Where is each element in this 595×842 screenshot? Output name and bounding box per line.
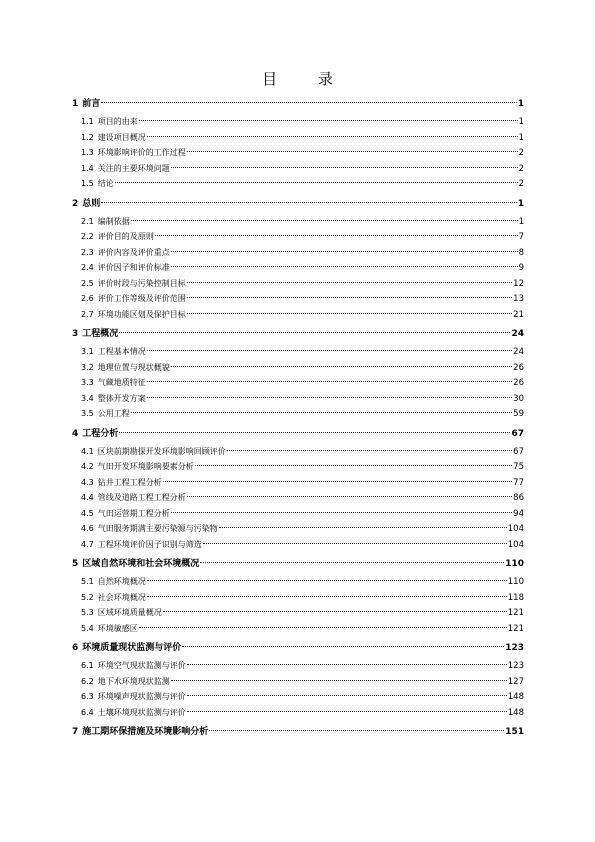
toc-chapter-entry[interactable] — [72, 554, 524, 574]
dot-leader — [119, 432, 510, 433]
toc-entry-page: 123 — [507, 661, 524, 671]
toc-entry-text: 工程概况 — [82, 329, 119, 339]
toc-entry-page: 121 — [507, 608, 524, 618]
toc-entry-number: 5.2 — [81, 592, 94, 602]
toc-entry-number: 5.3 — [81, 608, 94, 617]
toc-entry-text: 区块前期勘探开发环境影响回顾评价 — [97, 446, 226, 456]
toc-section-entry[interactable] — [72, 161, 524, 177]
dot-leader — [163, 611, 507, 612]
toc-entry-page: 26 — [513, 362, 524, 373]
dot-leader — [187, 695, 507, 696]
dot-leader — [147, 381, 512, 382]
toc-entry-text: 工程环境评价因子识别与筛选 — [97, 539, 202, 549]
dot-leader — [200, 562, 504, 563]
toc-entry-number: 4 — [72, 428, 79, 439]
toc-entry-page: 24 — [513, 347, 524, 357]
toc-section-entry[interactable] — [72, 130, 524, 146]
toc-entry-page: 104 — [507, 539, 524, 550]
toc-entry-number: 2.1 — [81, 216, 94, 226]
toc-section-entry[interactable] — [72, 245, 524, 261]
toc-entry-number: 4.5 — [81, 508, 94, 518]
toc-entry-page: 2 — [518, 148, 524, 158]
dot-leader — [139, 120, 518, 121]
toc-entry-text: 关注的主要环境问题 — [97, 163, 170, 173]
toc-entry-page: 24 — [511, 329, 524, 339]
toc-entry-number: 6.2 — [81, 676, 94, 686]
toc-section-entry[interactable] — [72, 537, 524, 553]
toc-section-entry[interactable] — [72, 307, 524, 323]
toc-section-entry[interactable] — [72, 214, 524, 230]
toc-entry-number: 2.2 — [81, 232, 94, 241]
toc-entry-page: 94 — [513, 508, 524, 519]
toc-entry-number: 1.1 — [81, 117, 94, 126]
toc-entry-page: 148 — [507, 692, 524, 702]
toc-entry-page: 118 — [507, 592, 524, 603]
dot-leader — [227, 450, 512, 451]
toc-entry-text: 气田运营期工程分析 — [97, 508, 170, 518]
toc-entry-number: 6 — [72, 643, 79, 653]
toc-entry-number: 7 — [72, 727, 79, 737]
dot-leader — [171, 512, 512, 513]
toc-entry-text: 整体开发方案 — [97, 393, 146, 403]
toc-entry-text: 管线及道路工程工程分析 — [97, 493, 186, 502]
dot-leader — [131, 412, 512, 413]
toc-section-entry[interactable] — [72, 176, 524, 192]
toc-entry-text: 环境敏感区 — [97, 623, 138, 633]
toc-entry-page: 77 — [513, 477, 524, 488]
toc-section-entry[interactable] — [72, 375, 524, 391]
toc-entry-text: 公用工程 — [97, 409, 130, 418]
toc-entry-number: 6.3 — [81, 692, 94, 701]
toc-entry-page: 7 — [518, 232, 524, 242]
toc-entry-page: 9 — [518, 263, 524, 273]
toc-entry-number: 1.3 — [81, 148, 94, 157]
dot-leader — [187, 313, 512, 314]
toc-entry-page: 12 — [513, 278, 524, 289]
dot-leader — [131, 220, 518, 221]
dot-leader — [119, 332, 510, 333]
toc-section-entry[interactable] — [72, 444, 524, 460]
toc-entry-page: 2 — [518, 163, 524, 174]
toc-entry-page: 86 — [513, 493, 524, 503]
dot-leader — [209, 730, 504, 731]
toc-entry-number: 3.4 — [81, 393, 94, 403]
toc-section-entry[interactable] — [72, 276, 524, 292]
toc-entry-number: 6.1 — [81, 661, 94, 670]
dot-leader — [147, 136, 518, 137]
toc-entry-page: 123 — [505, 643, 524, 653]
toc-entry-number: 2 — [72, 198, 79, 209]
dot-leader — [187, 496, 512, 497]
toc-entry-text: 编制依据 — [97, 216, 130, 226]
dot-leader — [171, 251, 518, 252]
dot-leader — [187, 664, 507, 665]
toc-entry-page: 13 — [513, 294, 524, 304]
toc-section-entry[interactable] — [72, 229, 524, 245]
toc-section-entry[interactable] — [72, 391, 524, 407]
dot-leader — [163, 481, 512, 482]
toc-entry-text: 建设项目概况 — [97, 132, 146, 142]
toc-entry-text: 社会环境概况 — [97, 592, 146, 602]
toc-chapter-entry[interactable] — [72, 424, 524, 444]
toc-section-entry[interactable] — [72, 406, 524, 422]
toc-entry-page: 75 — [513, 462, 524, 472]
toc-chapter-entry[interactable] — [72, 324, 524, 344]
toc-entry-page: 1 — [517, 99, 524, 109]
toc-entry-text: 评价因子和评价标准 — [97, 263, 170, 272]
dot-leader — [139, 627, 507, 628]
toc-section-entry[interactable] — [72, 114, 524, 130]
toc-entry-text: 环境功能区划及保护目标 — [97, 309, 186, 319]
toc-entry-page: 1 — [518, 132, 524, 143]
toc-section-entry[interactable] — [72, 475, 524, 491]
dot-leader — [147, 397, 512, 398]
toc-entry-text: 区域自然环境和社会环境概况 — [82, 559, 200, 569]
toc-entry-text: 气藏地质特征 — [97, 378, 146, 387]
toc-entry-text: 气田开发环境影响要素分析 — [97, 462, 194, 471]
toc-entry-text: 环境噪声现状监测与评价 — [97, 692, 186, 701]
toc-section-entry[interactable] — [72, 506, 524, 522]
toc-entry-number: 3.3 — [81, 378, 94, 387]
toc-entry-number: 5.1 — [81, 577, 94, 586]
toc-entry-page: 26 — [513, 378, 524, 388]
toc-section-entry[interactable] — [72, 621, 524, 637]
toc-entry-page: 148 — [507, 707, 524, 718]
toc-entry-number: 4.1 — [81, 446, 94, 456]
dot-leader — [171, 266, 518, 267]
toc-entry-number: 6.4 — [81, 707, 94, 717]
dot-leader — [147, 580, 507, 581]
toc-entry-page: 8 — [518, 247, 524, 258]
toc-section-entry[interactable] — [72, 459, 524, 475]
toc-entry-text: 土壤环境现状监测与评价 — [97, 707, 186, 717]
toc-entry-number: 4.2 — [81, 462, 94, 471]
toc-list — [72, 92, 524, 742]
dot-leader — [187, 297, 512, 298]
toc-entry-text: 地下水环境现状监测 — [97, 676, 170, 686]
toc-section-entry[interactable] — [72, 674, 524, 690]
dot-leader — [195, 465, 512, 466]
toc-section-entry[interactable] — [72, 490, 524, 506]
toc-entry-number: 4.7 — [81, 539, 94, 549]
toc-entry-number: 3.5 — [81, 409, 94, 418]
toc-entry-page: 67 — [513, 446, 524, 457]
toc-entry-page: 30 — [513, 393, 524, 404]
dot-leader — [147, 596, 507, 597]
toc-entry-text: 总则 — [82, 198, 101, 209]
toc-chapter-entry[interactable] — [72, 722, 524, 742]
toc-entry-number: 4.6 — [81, 524, 94, 533]
toc-section-entry[interactable] — [72, 590, 524, 606]
dot-leader — [147, 350, 512, 351]
toc-entry-text: 评价时段与污染控制目标 — [97, 278, 186, 288]
toc-entry-page: 1 — [518, 216, 524, 227]
toc-entry-text: 工程基本情况 — [97, 347, 146, 356]
toc-entry-page: 1 — [518, 117, 524, 127]
dot-leader — [203, 543, 507, 544]
toc-entry-number: 1.2 — [81, 132, 94, 142]
toc-entry-text: 环境质量现状监测与评价 — [82, 643, 182, 653]
toc-chapter-entry[interactable] — [72, 94, 524, 114]
dot-leader — [219, 527, 507, 528]
toc-entry-number: 4.4 — [81, 493, 94, 502]
toc-entry-number: 2.7 — [81, 309, 94, 319]
toc-section-entry[interactable] — [72, 605, 524, 621]
dot-leader — [187, 282, 512, 283]
dot-leader — [171, 366, 512, 367]
toc-entry-text: 环境影响评价的工作过程 — [97, 148, 186, 157]
toc-section-entry[interactable] — [72, 574, 524, 590]
toc-entry-text: 评价工作等级及评价范围 — [97, 294, 186, 303]
toc-entry-number: 3.2 — [81, 362, 94, 372]
toc-entry-text: 施工期环保措施及环境影响分析 — [82, 727, 209, 737]
toc-entry-text: 钻井工程工程分析 — [97, 477, 162, 487]
dot-leader — [182, 646, 504, 647]
toc-entry-text: 评价目的及原则 — [97, 232, 154, 241]
toc-entry-number: 2.5 — [81, 278, 94, 288]
toc-entry-page: 151 — [505, 727, 524, 737]
toc-entry-page: 59 — [513, 409, 524, 419]
toc-section-entry[interactable] — [72, 344, 524, 360]
dot-leader — [187, 151, 518, 152]
toc-entry-number: 3.1 — [81, 347, 94, 356]
toc-entry-number: 5.4 — [81, 623, 94, 633]
toc-entry-page: 21 — [513, 309, 524, 320]
toc-section-entry[interactable] — [72, 521, 524, 537]
toc-chapter-entry[interactable] — [72, 638, 524, 658]
toc-entry-text: 评价内容及评价重点 — [97, 247, 170, 257]
toc-entry-text: 项目的由来 — [97, 117, 138, 126]
toc-section-entry[interactable] — [72, 689, 524, 705]
toc-entry-number: 3 — [72, 329, 79, 339]
toc-entry-number: 1.5 — [81, 179, 94, 188]
dot-leader — [101, 202, 516, 203]
toc-title: 目 录 — [262, 70, 351, 88]
toc-entry-text: 前言 — [82, 99, 101, 109]
toc-entry-page: 110 — [505, 559, 524, 569]
toc-chapter-entry[interactable] — [72, 194, 524, 214]
toc-entry-number: 2.4 — [81, 263, 94, 272]
toc-entry-page: 127 — [507, 676, 524, 687]
toc-entry-number: 2.6 — [81, 294, 94, 303]
toc-entry-number: 1.4 — [81, 163, 94, 173]
toc-entry-page: 2 — [518, 179, 524, 189]
dot-leader — [101, 102, 516, 103]
toc-entry-page: 104 — [507, 524, 524, 534]
toc-entry-page: 1 — [517, 198, 524, 209]
toc-section-entry[interactable] — [72, 658, 524, 674]
toc-entry-text: 结论 — [97, 179, 114, 188]
dot-leader — [115, 182, 518, 183]
toc-entry-text: 工程分析 — [82, 428, 119, 439]
dot-leader — [187, 711, 507, 712]
toc-section-entry[interactable] — [72, 145, 524, 161]
toc-entry-number: 4.3 — [81, 477, 94, 487]
toc-entry-text: 气田服务期满主要污染源与污染物 — [97, 524, 218, 533]
dot-leader — [171, 680, 507, 681]
toc-entry-text: 地理位置与现状概貌 — [97, 362, 170, 372]
toc-entry-number: 5 — [72, 559, 79, 569]
toc-section-entry[interactable] — [72, 260, 524, 276]
dot-leader — [155, 235, 518, 236]
toc-section-entry[interactable] — [72, 705, 524, 721]
toc-section-entry[interactable] — [72, 360, 524, 376]
toc-entry-number: 2.3 — [81, 247, 94, 257]
toc-entry-text: 环境空气现状监测与评价 — [97, 661, 186, 670]
toc-entry-text: 自然环境概况 — [97, 577, 146, 586]
toc-entry-page: 110 — [507, 577, 524, 587]
toc-entry-number: 1 — [72, 99, 79, 109]
toc-entry-page: 67 — [511, 428, 524, 439]
toc-entry-text: 区域环境质量概况 — [97, 608, 162, 617]
toc-section-entry[interactable] — [72, 291, 524, 307]
toc-entry-page: 121 — [507, 623, 524, 634]
dot-leader — [171, 167, 518, 168]
